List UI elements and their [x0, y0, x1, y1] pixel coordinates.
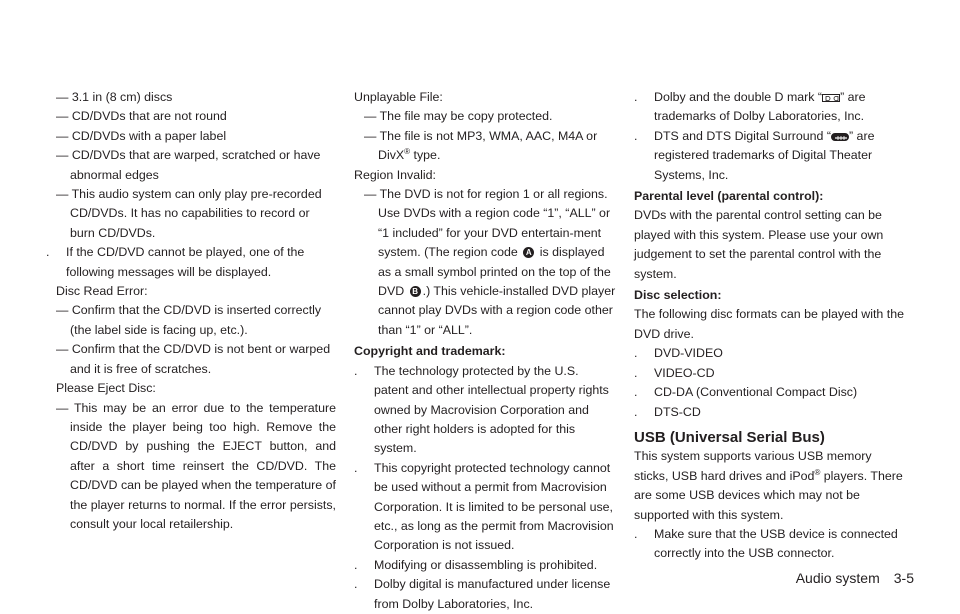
list-item: — This may be an error due to the temperature inside the player being too high. Remove the CD/DVD by pushing the EJECT button, and after a short time reinsert the CD/DVD. The CD/DVD can be played when the temperature of the player returns to normal. If the error persists, consult your local retailership.: [56, 400, 336, 531]
bullet-item: [634, 127, 904, 185]
bullet-text: ” are registered trademarks of Digital Theater Systems, Inc.: [654, 128, 875, 182]
bullet-item: [354, 556, 616, 575]
bullet-item: [46, 243, 336, 282]
bullet-marker: .: [354, 363, 358, 378]
footer-section-title: Audio system: [795, 570, 880, 586]
list-item: [354, 127, 616, 166]
bullet-item: [354, 459, 616, 556]
list-text: — The file is not MP3, WMA, AAC, M4A or DivX: [364, 128, 598, 163]
format-text: CD-DA (Conventional Compact Disc): [654, 385, 858, 400]
message-label: Disc Read Error:: [56, 284, 148, 299]
bullet-text: If the CD/DVD cannot be played, one of the following messages will be displayed.: [66, 245, 305, 279]
registered-mark: ®: [814, 467, 821, 477]
format-item: [634, 403, 904, 422]
bullet-text: DTS and DTS Digital Surround “: [654, 128, 831, 143]
dolby-logo-icon: [822, 94, 840, 102]
format-text: DVD-VIDEO: [654, 346, 723, 361]
dts-logo-icon: [831, 133, 849, 141]
list-text: .) This vehicle-installed DVD player cannot play DVDs with a region code other than “1” or “ALL”.: [378, 284, 616, 337]
column-middle: [354, 88, 616, 614]
bullet-text: The technology protected by the U.S. patent and other intellectual property rights owned by Macrovision Corporation and other right holders is adopted for this system.: [374, 363, 609, 456]
format-text: DTS-CD: [654, 404, 701, 419]
list-item: — This audio system can only play pre-recorded CD/DVDs. It has no capabilities to record or burn CD/DVDs.: [56, 187, 322, 240]
bullet-marker: .: [634, 346, 638, 361]
bullet-marker: .: [634, 128, 638, 143]
list-text: type.: [410, 148, 441, 163]
message-label: Unplayable File:: [354, 90, 443, 104]
bullet-item: [634, 88, 904, 127]
bullet-item: [354, 575, 616, 614]
column-left: [46, 88, 336, 534]
list-item: — CD/DVDs that are warped, scratched or have abnormal edges: [56, 148, 321, 182]
section-heading: Disc selection:: [634, 288, 722, 303]
list-item: — CD/DVDs with a paper label: [56, 128, 227, 143]
bullet-text: This copyright protected technology cannot be used without a permit from Macrovision Corporation. It is limited to be personal use, etc., as long as the permit from Macrovision Corporation is not issued.: [374, 460, 614, 553]
list-text: is displayed as a small symbol printed on the top of the DVD: [378, 245, 611, 299]
region-badge-a: A: [523, 247, 534, 258]
bullet-text: Dolby and the double D mark “: [654, 90, 823, 104]
bullet-marker: .: [634, 526, 638, 541]
section-heading: Parental level (parental control):: [634, 189, 824, 204]
format-item: [634, 364, 904, 383]
column-right: [634, 88, 904, 564]
bullet-marker: .: [634, 404, 638, 419]
paragraph: The following disc formats can be played with the DVD drive.: [634, 307, 904, 341]
format-item: [634, 344, 904, 363]
format-item: [634, 383, 904, 402]
bullet-marker: .: [46, 245, 50, 260]
bullet-marker: .: [634, 385, 638, 400]
list-item: — Confirm that the CD/DVD is not bent or warped and it is free of scratches.: [56, 342, 331, 376]
paragraph: [634, 447, 904, 525]
list-item: — 3.1 in (8 cm) discs: [56, 90, 173, 104]
paragraph-text: This system supports various USB memory sticks, USB hard drives and iPod: [634, 449, 872, 483]
bullet-marker: .: [354, 577, 358, 592]
list-item: — The file may be copy protected.: [364, 109, 553, 124]
format-text: VIDEO-CD: [654, 365, 715, 380]
bullet-marker: .: [354, 557, 358, 572]
registered-mark: ®: [404, 147, 411, 157]
bullet-item: [634, 525, 904, 564]
list-item: — Confirm that the CD/DVD is inserted correctly (the label side is facing up, etc.).: [56, 303, 322, 337]
message-label: Please Eject Disc:: [56, 381, 156, 396]
section-heading: Copyright and trademark:: [354, 344, 506, 359]
list-text: — The DVD is not for region 1 or all regions. Use DVDs with a region code “1”, “ALL” or “1 included” for your DVD entertain-ment system. (The region code: [364, 187, 611, 260]
bullet-item: [354, 362, 616, 459]
list-item: [354, 185, 616, 340]
message-label: Region Invalid:: [354, 167, 436, 182]
region-badge-b: B: [410, 286, 421, 297]
paragraph: DVDs with the parental control setting can be played with this system. Please use your own judgement to set the parental control with the system.: [634, 208, 884, 281]
bullet-text: Modifying or disassembling is prohibited.: [374, 557, 598, 572]
bullet-marker: .: [634, 365, 638, 380]
paragraph-text: players. There are some USB devices which may not be supported with this system.: [634, 468, 903, 522]
bullet-marker: .: [634, 90, 638, 104]
section-heading-large: USB (Universal Serial Bus): [634, 428, 825, 446]
page-number: 3-5: [893, 570, 914, 586]
bullet-marker: .: [354, 460, 358, 475]
list-item: — CD/DVDs that are not round: [56, 109, 227, 124]
bullet-text: Make sure that the USB device is connected correctly into the USB connector.: [654, 526, 898, 561]
bullet-text: ” are trademarks of Dolby Laboratories, Inc.: [654, 90, 866, 124]
bullet-text: Dolby digital is manufactured under license from Dolby Laboratories, Inc.: [374, 577, 611, 611]
page-footer: [796, 569, 914, 588]
